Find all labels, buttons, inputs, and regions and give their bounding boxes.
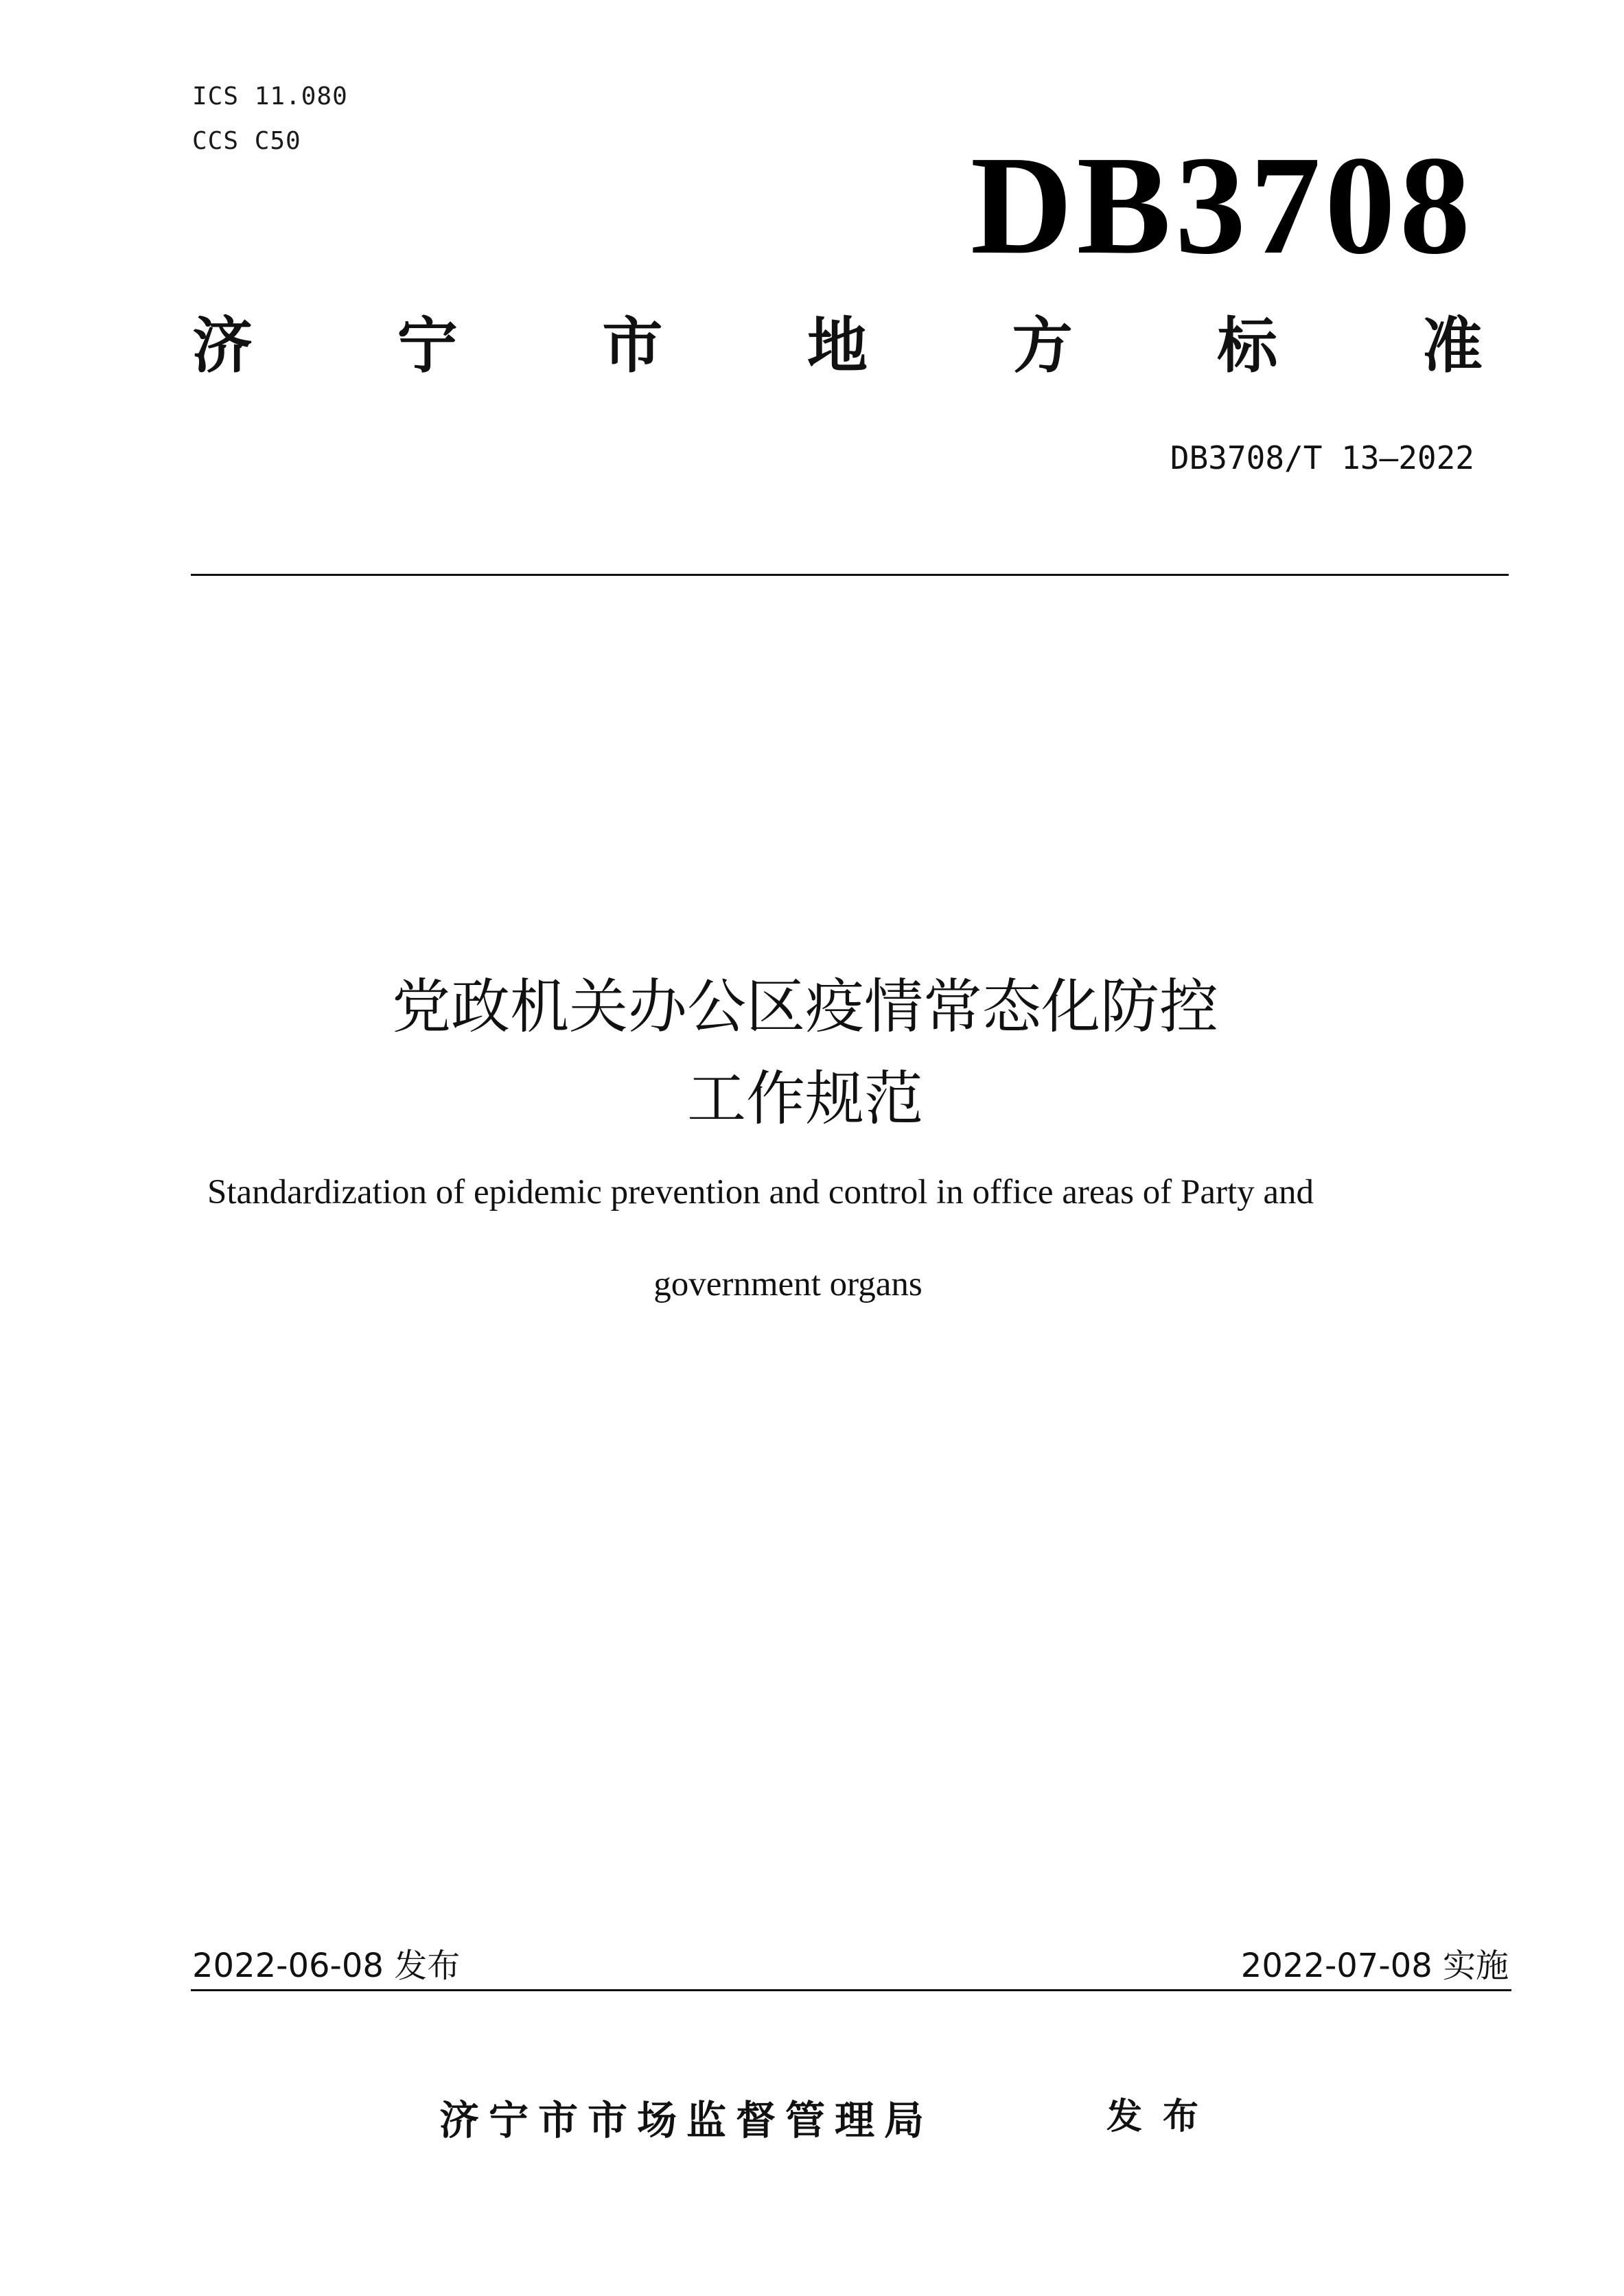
- standard-number: DB3708/T 13—2022: [1170, 439, 1474, 476]
- date-divider: [191, 1989, 1511, 1991]
- standard-type-char: 济: [192, 310, 253, 381]
- title-en-line1: Standardization of epidemic prevention and control in office areas of Party and: [207, 1173, 1314, 1211]
- title-en-line2: government organs: [653, 1265, 923, 1303]
- title-zh-line1: 党政机关办公区疫情常态化防控: [392, 973, 1218, 1041]
- standard-type-heading: [192, 310, 1483, 381]
- standard-type-char: 宁: [397, 310, 458, 381]
- standard-type-char: 市: [602, 310, 663, 381]
- standard-code: DB3708: [970, 126, 1474, 283]
- standard-type-char: 准: [1422, 310, 1483, 381]
- standard-type-char: 方: [1012, 310, 1073, 381]
- header-divider: [191, 574, 1509, 576]
- standard-type-char: 地: [807, 310, 868, 381]
- title-zh-line2: 工作规范: [687, 1065, 923, 1133]
- standard-type-char: 标: [1217, 310, 1278, 381]
- effective-date: 2022-07-08 实施: [1240, 1947, 1509, 1985]
- ics-code: ICS 11.080: [192, 82, 348, 111]
- issuing-authority: 济宁市市场监督管理局: [439, 2097, 934, 2144]
- issue-label: 发布: [1106, 2096, 1220, 2137]
- ccs-code: CCS C50: [192, 127, 301, 155]
- issue-date: 2022-06-08 发布: [192, 1947, 461, 1985]
